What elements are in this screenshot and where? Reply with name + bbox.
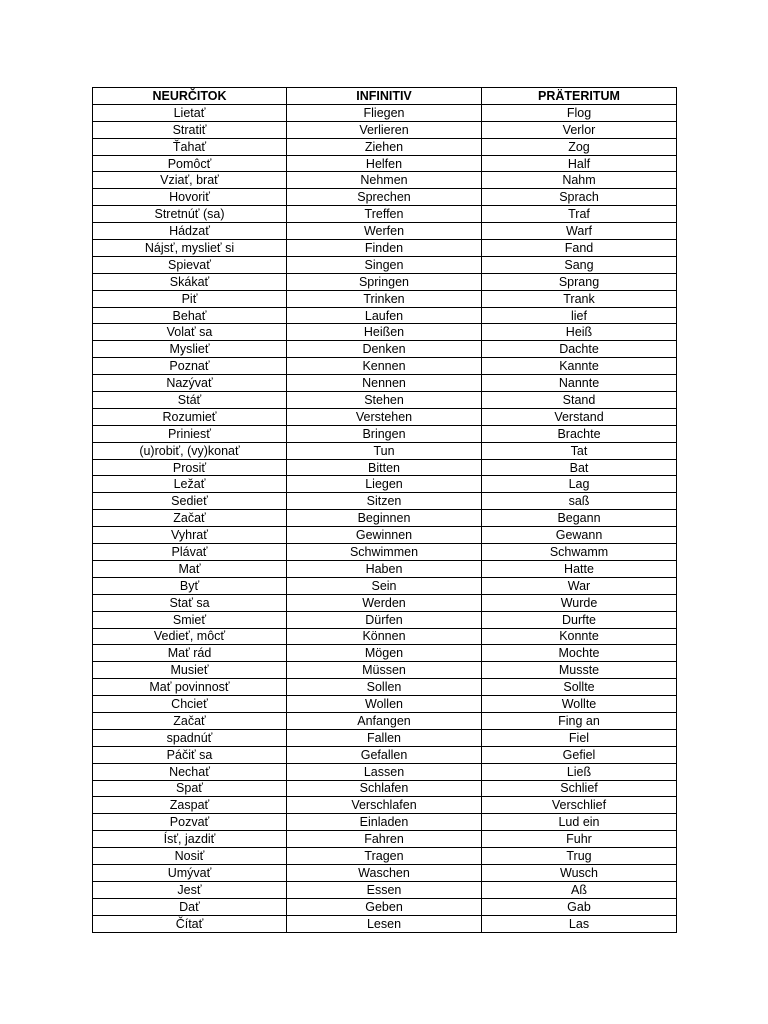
slovak-cell: Musieť	[93, 662, 287, 679]
prateritum-cell: Sang	[482, 256, 677, 273]
slovak-cell: Hovoriť	[93, 189, 287, 206]
table-row	[93, 476, 677, 493]
table-row	[93, 662, 677, 679]
slovak-cell: Chcieť	[93, 696, 287, 713]
table-row	[93, 442, 677, 459]
infinitiv-cell: Singen	[287, 256, 482, 273]
prateritum-cell: Traf	[482, 206, 677, 223]
table-row	[93, 155, 677, 172]
prateritum-cell: Tat	[482, 442, 677, 459]
slovak-cell: Stáť	[93, 392, 287, 409]
table-row	[93, 611, 677, 628]
infinitiv-cell: Verschlafen	[287, 797, 482, 814]
table-row	[93, 408, 677, 425]
infinitiv-cell: Kennen	[287, 358, 482, 375]
prateritum-cell: Verlor	[482, 121, 677, 138]
slovak-cell: Prosiť	[93, 459, 287, 476]
slovak-cell: Začať	[93, 510, 287, 527]
prateritum-cell: Mochte	[482, 645, 677, 662]
prateritum-cell: Gewann	[482, 527, 677, 544]
slovak-cell: Byť	[93, 577, 287, 594]
slovak-cell: Nazývať	[93, 375, 287, 392]
slovak-cell: Hádzať	[93, 223, 287, 240]
table-row	[93, 240, 677, 257]
infinitiv-cell: Schwimmen	[287, 544, 482, 561]
table-row	[93, 189, 677, 206]
prateritum-cell: Gab	[482, 898, 677, 915]
slovak-cell: Lietať	[93, 104, 287, 121]
slovak-cell: Jesť	[93, 881, 287, 898]
slovak-cell: Sedieť	[93, 493, 287, 510]
slovak-cell: Smieť	[93, 611, 287, 628]
prateritum-cell: Nannte	[482, 375, 677, 392]
prateritum-cell: War	[482, 577, 677, 594]
slovak-cell: Ležať	[93, 476, 287, 493]
table-row	[93, 594, 677, 611]
table-row	[93, 560, 677, 577]
infinitiv-cell: Mögen	[287, 645, 482, 662]
table-row	[93, 763, 677, 780]
table-row	[93, 324, 677, 341]
prateritum-cell: Gefiel	[482, 746, 677, 763]
prateritum-cell: Hatte	[482, 560, 677, 577]
prateritum-cell: Verschlief	[482, 797, 677, 814]
infinitiv-cell: Sitzen	[287, 493, 482, 510]
infinitiv-cell: Helfen	[287, 155, 482, 172]
slovak-cell: Vedieť, môcť	[93, 628, 287, 645]
infinitiv-cell: Treffen	[287, 206, 482, 223]
prateritum-cell: Konnte	[482, 628, 677, 645]
infinitiv-cell: Nehmen	[287, 172, 482, 189]
infinitiv-cell: Anfangen	[287, 712, 482, 729]
slovak-cell: Nájsť, myslieť si	[93, 240, 287, 257]
slovak-cell: Stať sa	[93, 594, 287, 611]
slovak-cell: Priniesť	[93, 425, 287, 442]
table-row	[93, 577, 677, 594]
prateritum-cell: Durfte	[482, 611, 677, 628]
slovak-cell: Spať	[93, 780, 287, 797]
prateritum-cell: Zog	[482, 138, 677, 155]
prateritum-cell: Nahm	[482, 172, 677, 189]
table-header	[93, 88, 677, 105]
table-row	[93, 729, 677, 746]
slovak-cell: Začať	[93, 712, 287, 729]
slovak-cell: Pozvať	[93, 814, 287, 831]
infinitiv-cell: Springen	[287, 273, 482, 290]
prateritum-cell: Wurde	[482, 594, 677, 611]
table-row	[93, 780, 677, 797]
infinitiv-cell: Fahren	[287, 831, 482, 848]
infinitiv-cell: Können	[287, 628, 482, 645]
header-prateritum: PRÄTERITUM	[482, 88, 677, 105]
slovak-cell: Mať povinnosť	[93, 679, 287, 696]
prateritum-cell: Las	[482, 915, 677, 932]
verb-table	[92, 87, 677, 933]
infinitiv-cell: Fallen	[287, 729, 482, 746]
table-row	[93, 290, 677, 307]
table-row	[93, 341, 677, 358]
prateritum-cell: Sprang	[482, 273, 677, 290]
slovak-cell: Mať	[93, 560, 287, 577]
prateritum-cell: Trank	[482, 290, 677, 307]
table-row	[93, 223, 677, 240]
infinitiv-cell: Tun	[287, 442, 482, 459]
prateritum-cell: Bat	[482, 459, 677, 476]
table-row	[93, 510, 677, 527]
prateritum-cell: Brachte	[482, 425, 677, 442]
header-infinitiv: INFINITIV	[287, 88, 482, 105]
infinitiv-cell: Gewinnen	[287, 527, 482, 544]
table-row	[93, 898, 677, 915]
infinitiv-cell: Werfen	[287, 223, 482, 240]
slovak-cell: Čítať	[93, 915, 287, 932]
prateritum-cell: Musste	[482, 662, 677, 679]
table-row	[93, 358, 677, 375]
table-row	[93, 645, 677, 662]
slovak-cell: Poznať	[93, 358, 287, 375]
slovak-cell: (u)robiť, (vy)konať	[93, 442, 287, 459]
infinitiv-cell: Geben	[287, 898, 482, 915]
slovak-cell: Ísť, jazdiť	[93, 831, 287, 848]
infinitiv-cell: Einladen	[287, 814, 482, 831]
slovak-cell: Rozumieť	[93, 408, 287, 425]
table-row	[93, 307, 677, 324]
prateritum-cell: Fuhr	[482, 831, 677, 848]
slovak-cell: Skákať	[93, 273, 287, 290]
infinitiv-cell: Sprechen	[287, 189, 482, 206]
table-row	[93, 679, 677, 696]
prateritum-cell: Warf	[482, 223, 677, 240]
prateritum-cell: Schlief	[482, 780, 677, 797]
table-row	[93, 881, 677, 898]
prateritum-cell: saß	[482, 493, 677, 510]
table-row	[93, 628, 677, 645]
slovak-cell: Stretnúť (sa)	[93, 206, 287, 223]
infinitiv-cell: Sein	[287, 577, 482, 594]
prateritum-cell: Aß	[482, 881, 677, 898]
slovak-cell: Nechať	[93, 763, 287, 780]
prateritum-cell: Fand	[482, 240, 677, 257]
table-row	[93, 814, 677, 831]
prateritum-cell: Kannte	[482, 358, 677, 375]
prateritum-cell: Schwamm	[482, 544, 677, 561]
infinitiv-cell: Laufen	[287, 307, 482, 324]
infinitiv-cell: Waschen	[287, 864, 482, 881]
table-row	[93, 121, 677, 138]
header-row	[93, 88, 677, 105]
infinitiv-cell: Bitten	[287, 459, 482, 476]
table-row	[93, 797, 677, 814]
slovak-cell: Ťahať	[93, 138, 287, 155]
table-row	[93, 273, 677, 290]
slovak-cell: Myslieť	[93, 341, 287, 358]
table-row	[93, 138, 677, 155]
slovak-cell: Piť	[93, 290, 287, 307]
prateritum-cell: Ließ	[482, 763, 677, 780]
prateritum-cell: Verstand	[482, 408, 677, 425]
infinitiv-cell: Stehen	[287, 392, 482, 409]
infinitiv-cell: Verstehen	[287, 408, 482, 425]
table-row	[93, 527, 677, 544]
prateritum-cell: Sprach	[482, 189, 677, 206]
slovak-cell: Nosiť	[93, 848, 287, 865]
table-row	[93, 392, 677, 409]
slovak-cell: spadnúť	[93, 729, 287, 746]
infinitiv-cell: Beginnen	[287, 510, 482, 527]
prateritum-cell: lief	[482, 307, 677, 324]
slovak-cell: Behať	[93, 307, 287, 324]
infinitiv-cell: Lassen	[287, 763, 482, 780]
table-row	[93, 425, 677, 442]
infinitiv-cell: Fliegen	[287, 104, 482, 121]
infinitiv-cell: Dürfen	[287, 611, 482, 628]
infinitiv-cell: Ziehen	[287, 138, 482, 155]
slovak-cell: Vyhrať	[93, 527, 287, 544]
infinitiv-cell: Tragen	[287, 848, 482, 865]
infinitiv-cell: Werden	[287, 594, 482, 611]
table-row	[93, 493, 677, 510]
slovak-cell: Volať sa	[93, 324, 287, 341]
table-row	[93, 696, 677, 713]
prateritum-cell: Stand	[482, 392, 677, 409]
infinitiv-cell: Heißen	[287, 324, 482, 341]
table-row	[93, 746, 677, 763]
slovak-cell: Vziať, brať	[93, 172, 287, 189]
table-row	[93, 206, 677, 223]
infinitiv-cell: Trinken	[287, 290, 482, 307]
infinitiv-cell: Schlafen	[287, 780, 482, 797]
infinitiv-cell: Lesen	[287, 915, 482, 932]
table-row	[93, 864, 677, 881]
infinitiv-cell: Gefallen	[287, 746, 482, 763]
header-neurcitok: NEURČITOK	[93, 88, 287, 105]
infinitiv-cell: Sollen	[287, 679, 482, 696]
infinitiv-cell: Müssen	[287, 662, 482, 679]
slovak-cell: Pomôcť	[93, 155, 287, 172]
prateritum-cell: Dachte	[482, 341, 677, 358]
prateritum-cell: Wollte	[482, 696, 677, 713]
slovak-cell: Dať	[93, 898, 287, 915]
prateritum-cell: Lag	[482, 476, 677, 493]
prateritum-cell: Sollte	[482, 679, 677, 696]
slovak-cell: Zaspať	[93, 797, 287, 814]
slovak-cell: Stratiť	[93, 121, 287, 138]
infinitiv-cell: Essen	[287, 881, 482, 898]
infinitiv-cell: Denken	[287, 341, 482, 358]
table-row	[93, 256, 677, 273]
infinitiv-cell: Liegen	[287, 476, 482, 493]
table-row	[93, 375, 677, 392]
slovak-cell: Páčiť sa	[93, 746, 287, 763]
prateritum-cell: Fing an	[482, 712, 677, 729]
table-row	[93, 544, 677, 561]
slovak-cell: Plávať	[93, 544, 287, 561]
table-body	[93, 104, 677, 932]
slovak-cell: Mať rád	[93, 645, 287, 662]
prateritum-cell: Fiel	[482, 729, 677, 746]
table-row	[93, 459, 677, 476]
prateritum-cell: Flog	[482, 104, 677, 121]
infinitiv-cell: Verlieren	[287, 121, 482, 138]
table-row	[93, 172, 677, 189]
prateritum-cell: Wusch	[482, 864, 677, 881]
prateritum-cell: Begann	[482, 510, 677, 527]
infinitiv-cell: Wollen	[287, 696, 482, 713]
prateritum-cell: Half	[482, 155, 677, 172]
infinitiv-cell: Finden	[287, 240, 482, 257]
table-row	[93, 848, 677, 865]
prateritum-cell: Heiß	[482, 324, 677, 341]
infinitiv-cell: Nennen	[287, 375, 482, 392]
table-row	[93, 915, 677, 932]
infinitiv-cell: Haben	[287, 560, 482, 577]
infinitiv-cell: Bringen	[287, 425, 482, 442]
table-row	[93, 831, 677, 848]
prateritum-cell: Trug	[482, 848, 677, 865]
slovak-cell: Umývať	[93, 864, 287, 881]
prateritum-cell: Lud ein	[482, 814, 677, 831]
table-row	[93, 104, 677, 121]
slovak-cell: Spievať	[93, 256, 287, 273]
table-row	[93, 712, 677, 729]
